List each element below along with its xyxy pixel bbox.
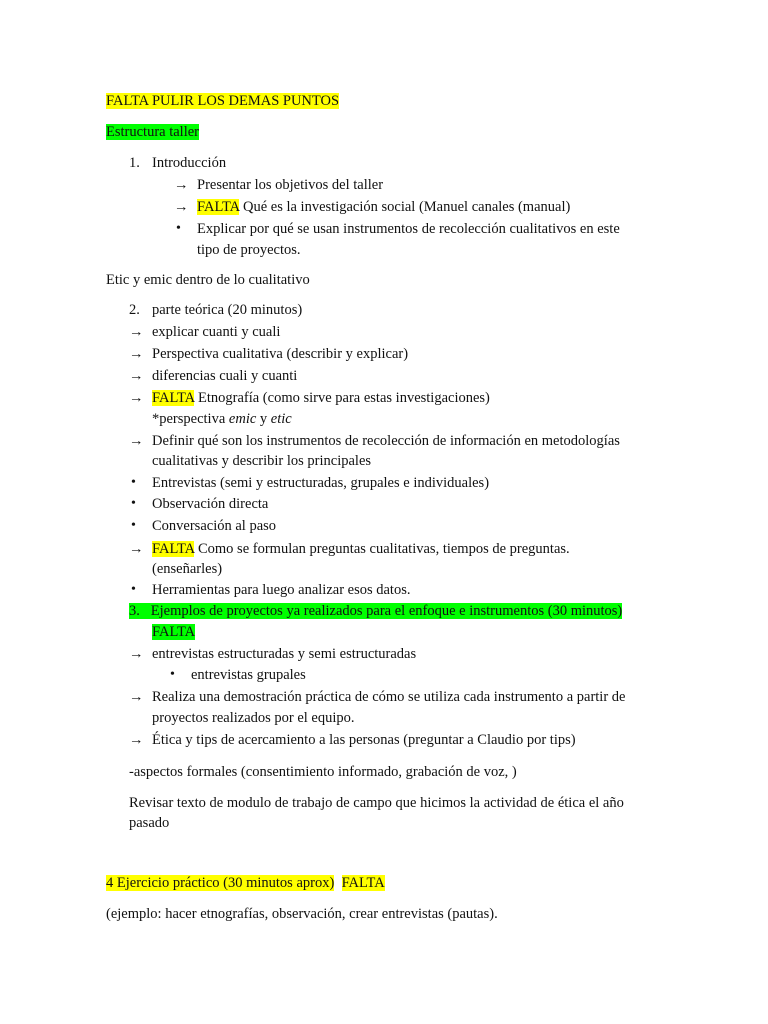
arrow-icon: → xyxy=(129,346,144,362)
list-item: FALTA Qué es la investigación social (Manuel canales (manual) xyxy=(197,199,571,215)
list-item: Observación directa xyxy=(152,496,269,512)
example-line: (ejemplo: hacer etnografías, observación, crear entrevistas (pautas). xyxy=(106,906,498,922)
section1-title: Introducción xyxy=(152,155,227,171)
arrow-icon: → xyxy=(174,199,189,215)
etic-emic-line: Etic y emic dentro de lo cualitativo xyxy=(106,272,310,288)
list-item: diferencias cuali y cuanti xyxy=(152,368,298,384)
list-item-continuation: tipo de proyectos. xyxy=(197,242,301,258)
falta-tag: FALTA xyxy=(152,390,195,406)
aspectos-formales: -aspectos formales (consentimiento informado, grabación de voz, ) xyxy=(129,764,517,780)
list-item: entrevistas grupales xyxy=(191,667,306,683)
falta-tag: FALTA xyxy=(152,541,195,557)
arrow-icon: → xyxy=(174,177,189,193)
revisar-texto-continuation: pasado xyxy=(129,815,170,831)
section1-number: 1. xyxy=(129,155,140,171)
bullet-icon: • xyxy=(131,582,136,597)
arrow-icon: → xyxy=(129,646,144,662)
bullet-icon: • xyxy=(131,496,136,511)
revisar-texto: Revisar texto de modulo de trabajo de campo que hicimos la actividad de ética el año xyxy=(129,795,624,811)
section3-number: 3. xyxy=(129,603,140,619)
section4-title: 4 Ejercicio práctico (30 minutos aprox) xyxy=(106,875,335,891)
section2-number: 2. xyxy=(129,302,140,318)
list-item: Herramientas para luego analizar esos datos. xyxy=(152,582,411,598)
arrow-icon: → xyxy=(129,732,144,748)
list-item-continuation: cualitativas y describir los principales xyxy=(152,453,372,469)
list-item: Realiza una demostración práctica de cómo se utiliza cada instrumento a partir de xyxy=(152,689,626,705)
bullet-icon: • xyxy=(131,518,136,533)
list-item: Ética y tips de acercamiento a las personas (preguntar a Claudio por tips) xyxy=(152,732,576,748)
heading-falta-pulir: FALTA PULIR LOS DEMAS PUNTOS xyxy=(106,93,340,109)
list-item-continuation: (enseñarles) xyxy=(152,561,223,577)
list-item: Entrevistas (semi y estructuradas, grupales e individuales) xyxy=(152,475,490,491)
section3-falta: FALTA xyxy=(152,624,196,640)
list-item: FALTA Como se formulan preguntas cualitativas, tiempos de preguntas. xyxy=(152,541,570,557)
list-item: Definir qué son los instrumentos de recolección de información en metodologías xyxy=(152,433,620,449)
bullet-icon: • xyxy=(131,475,136,490)
falta-tag: FALTA xyxy=(341,875,385,891)
section2-title: parte teórica (20 minutos) xyxy=(152,302,303,318)
arrow-icon: → xyxy=(129,368,144,384)
arrow-icon: → xyxy=(129,541,144,557)
list-item: Conversación al paso xyxy=(152,518,277,534)
perspectiva-line: *perspectiva emic y etic xyxy=(152,411,292,427)
section3-title-line xyxy=(129,602,622,620)
arrow-icon: → xyxy=(129,433,144,449)
list-item: Explicar por qué se usan instrumentos de recolección cualitativos en este xyxy=(197,221,620,237)
bullet-icon: • xyxy=(170,667,175,682)
falta-tag: FALTA xyxy=(197,199,240,215)
list-item: FALTA Etnografía (como sirve para estas investigaciones) xyxy=(152,390,490,406)
bullet-icon: • xyxy=(176,221,181,236)
section3-title: Ejemplos de proyectos ya realizados para el enfoque e instrumentos (30 minutos) xyxy=(150,603,623,619)
list-item: explicar cuanti y cuali xyxy=(152,324,281,340)
list-item-continuation: proyectos realizados por el equipo. xyxy=(152,710,355,726)
list-item: Perspectiva cualitativa (describir y explicar) xyxy=(152,346,409,362)
arrow-icon: → xyxy=(129,390,144,406)
arrow-icon: → xyxy=(129,324,144,340)
list-item: entrevistas estructuradas y semi estructuradas xyxy=(152,646,417,662)
list-item: Presentar los objetivos del taller xyxy=(197,177,384,193)
section4-title-line xyxy=(106,874,385,892)
arrow-icon: → xyxy=(129,689,144,705)
heading-estructura-taller: Estructura taller xyxy=(106,124,199,140)
